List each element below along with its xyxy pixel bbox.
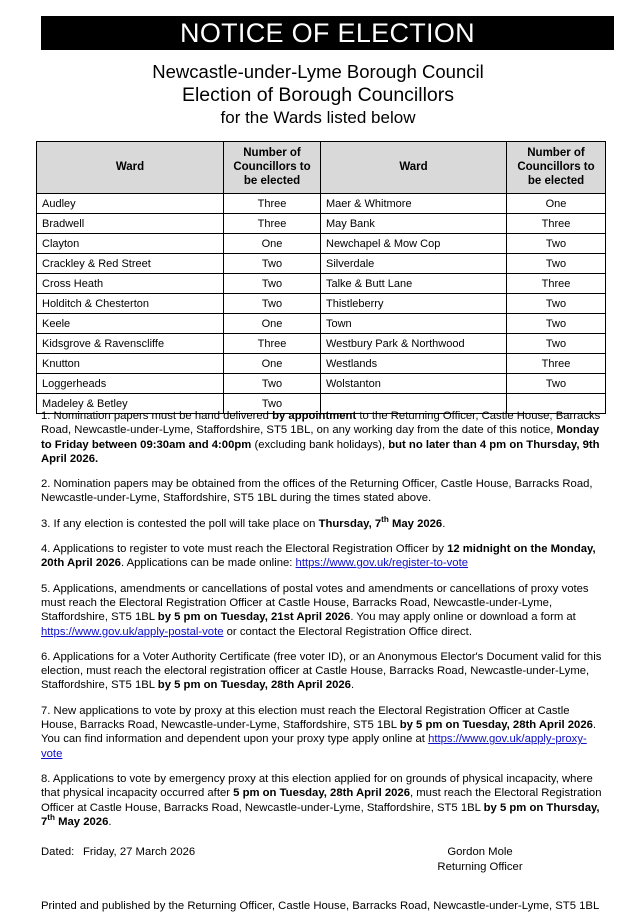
cell-count-left: Three [224,214,321,234]
table-header-row [37,142,606,194]
cell-ward-right: Maer & Whitmore [321,194,507,214]
cell-count-right: Two [507,334,606,354]
item-3-date-part-1: Thursday, 7 [318,517,382,530]
cell-count-left: Two [224,254,321,274]
register-to-vote-link[interactable]: https://www.gov.uk/register-to-vote [295,557,468,570]
cell-count-left: One [224,314,321,334]
cell-count-right: Two [507,294,606,314]
item-8-text-d: . [108,815,112,828]
cell-ward-right: Westbury Park & Northwood [321,334,507,354]
returning-officer-name: Gordon Mole [447,846,513,858]
apply-postal-vote-link[interactable]: https://www.gov.uk/apply-postal-vote [41,625,224,638]
item-1-bold-deadline: but no later than 4 pm on Thursday, 9th April 2026. [41,438,600,465]
cell-ward-left: Audley [37,194,224,214]
cell-ward-right: Thistleberry [321,294,507,314]
cell-ward-left: Madeley & Betley [37,394,224,414]
item-1-bold-appointment: by appointment [272,410,357,422]
cell-count-left: One [224,234,321,254]
table-row [37,254,606,274]
cell-ward-left: Bradwell [37,214,224,234]
column-header-ward-left: Ward [37,142,224,194]
cell-ward-right: Talke & Butt Lane [321,274,507,294]
table-row [37,354,606,374]
cell-count-left: Two [224,374,321,394]
council-name: Newcastle-under-Lyme Borough Council [152,61,484,82]
column-header-count-left [224,142,321,194]
cell-count-right: Three [507,354,606,374]
item-8-text-a: 8. Applications to vote by emergency proxy at this election applied for on grounds of physical incapacity, where that physical incapacity occurred after [41,772,593,800]
cell-ward-right: Newchapel & Mow Cop [321,234,507,254]
table-row [37,334,606,354]
item-1-text-d: (excluding bank holidays), [251,438,389,451]
item-4-text-c: . Applications can be made online: [120,557,296,570]
item-1-text-a: 1. Nomination papers must be hand delivered [41,410,273,422]
cell-ward-left: Keele [37,314,224,334]
cell-count-right: Two [507,234,606,254]
column-header-count-right [507,142,606,194]
table-row [37,214,606,234]
count-header-line-3: be elected [243,175,301,187]
table-row [37,294,606,314]
wards-table [36,141,606,414]
cell-count-left: Two [224,274,321,294]
notice-item-2: 2. Nomination papers may be obtained from the offices of the Returning Officer, Castle House, Barracks Road, Newcastle-under-Lyme, Staffordshire, ST5 1BL during the times stated above. [41,478,593,505]
notice-item-6 [41,650,607,693]
page-title-banner: NOTICE OF ELECTION [41,16,614,50]
cell-ward-left: Cross Heath [37,274,224,294]
election-type: Election of Borough Councillors [181,84,455,106]
table-row [37,274,606,294]
item-5-text-a: 5. Applications, amendments or cancellations of postal votes and amendments or cancellations of proxy votes must reach the Electoral Registration Officer at Castle House, Barracks Road, Newcastle-under-Lyme, Staffordshire, ST5 1BL [41,582,589,624]
wards-table-body [37,194,606,414]
notice-item-1 [41,409,607,466]
cell-ward-right: Town [321,314,507,334]
apply-proxy-vote-link[interactable]: https://www.gov.uk/apply-proxy-vote [41,733,587,760]
cell-ward-left: Knutton [37,354,224,374]
notice-item-5 [41,582,607,639]
subtitle-block [0,60,636,129]
cell-count-right: Three [507,214,606,234]
table-row [37,314,606,334]
item-1-text-c: to the Returning Officer, Castle House, Barracks Road, Newcastle-under-Lyme, Staffordshire, ST5 1BL, on any working day from the date of this notice, [41,410,601,437]
table-row [37,194,606,214]
cell-count-right: Two [507,374,606,394]
item-5-text-d: or contact the Electoral Registration Office direct. [223,625,472,638]
item-8-date-part-2: May 2026 [54,815,109,828]
column-header-ward-right: Ward [321,142,507,194]
table-row [37,374,606,394]
cell-ward-left: Loggerheads [37,374,224,394]
count-header-line-3: be elected [527,175,585,187]
item-8-ordinal-suffix: th [47,813,55,823]
item-7-bold-deadline: by 5 pm on Tuesday, 28th April 2026 [399,719,593,732]
cell-ward-right: Westlands [321,354,507,374]
item-3-text-a: 3. If any election is contested the poll will take place on [41,517,319,530]
returning-officer-title: Returning Officer [437,860,523,873]
printed-by-line: Printed and published by the Returning Officer, Castle House, Barracks Road, Newcastle-under-Lyme, ST5 1BL [41,900,600,912]
count-header-line-1: Number of [243,147,301,159]
cell-ward-left: Holditch & Chesterton [37,294,224,314]
cell-count-left: Two [224,394,321,414]
cell-count-right: Two [507,254,606,274]
wards-caption: for the Wards listed below [220,108,416,127]
notice-items [41,409,607,829]
item-6-text-a: 6. Applications for a Voter Authority Certificate (free voter ID), or an Anonymous Elector's Document valid for this election, must reach the electoral registration officer at Castle House, Barracks Road, Newcastle-under-Lyme, Staffordshire, ST5 1BL [41,650,602,692]
cell-count-right: Three [507,274,606,294]
notice-item-8 [41,772,607,829]
item-7-text-a: 7. New applications to vote by proxy at this election must reach the Electoral Registration Officer at Castle House, Barracks Road, Newcastle-under-Lyme, Staffordshire, ST5 1BL [41,704,570,732]
cell-count-right: One [507,194,606,214]
table-row [37,234,606,254]
cell-count-right: Two [507,314,606,334]
dated-label: Dated: [41,846,75,858]
count-header-line-2: Councillors to [233,161,311,173]
cell-count-left: Three [224,334,321,354]
item-3-ordinal-suffix: th [381,515,389,525]
cell-ward-left: Crackley & Red Street [37,254,224,274]
item-8-date-part-1: by 5 pm on Thursday, 7 [41,801,600,828]
item-3-text-c: . [442,517,446,530]
item-4-bold-deadline: 12 midnight on the Monday, 20th April 2026 [41,543,596,570]
item-3-bold-poll-date [318,515,446,530]
count-header-line-2: Councillors to [517,161,595,173]
cell-ward-right: Wolstanton [321,374,507,394]
item-8-text-c: , must reach the Electoral Registration Officer at Castle House, Barracks Road, Newcastle-under-Lyme, Staffordshire, ST5 1BL [41,787,602,814]
item-1-bold-hours: Monday to Friday between 09:30am and 4:00pm [41,424,600,451]
item-6-text-c: . [350,679,355,692]
item-4-text-a: 4. Applications to register to vote must reach the Electoral Registration Officer by [41,543,448,556]
item-5-text-c: . You may apply online or download a form at [350,611,576,624]
item-3-date-part-2: May 2026 [388,517,443,530]
cell-ward-left: Clayton [37,234,224,254]
cell-count-left: Three [224,194,321,214]
item-7-text-c: . You can find information and dependent upon your proxy type apply online at [41,719,597,746]
dated-value: Friday, 27 March 2026 [83,846,196,858]
cell-count-left: One [224,354,321,374]
signature-block [380,845,580,874]
count-header-line-1: Number of [527,147,585,159]
item-8-bold-incapacity-date: 5 pm on Tuesday, 28th April 2026 [233,787,410,800]
notice-item-3 [41,517,607,531]
cell-count-left: Two [224,294,321,314]
notice-item-7 [41,704,607,761]
item-6-bold-deadline: by 5 pm on Tuesday, 28th April 2026 [157,679,351,692]
cell-ward-right: May Bank [321,214,507,234]
notice-item-4 [41,542,607,571]
cell-ward-right: Silverdale [321,254,507,274]
cell-ward-left: Kidsgrove & Ravenscliffe [37,334,224,354]
item-5-bold-deadline: by 5 pm on Tuesday, 21st April 2026 [157,611,351,624]
